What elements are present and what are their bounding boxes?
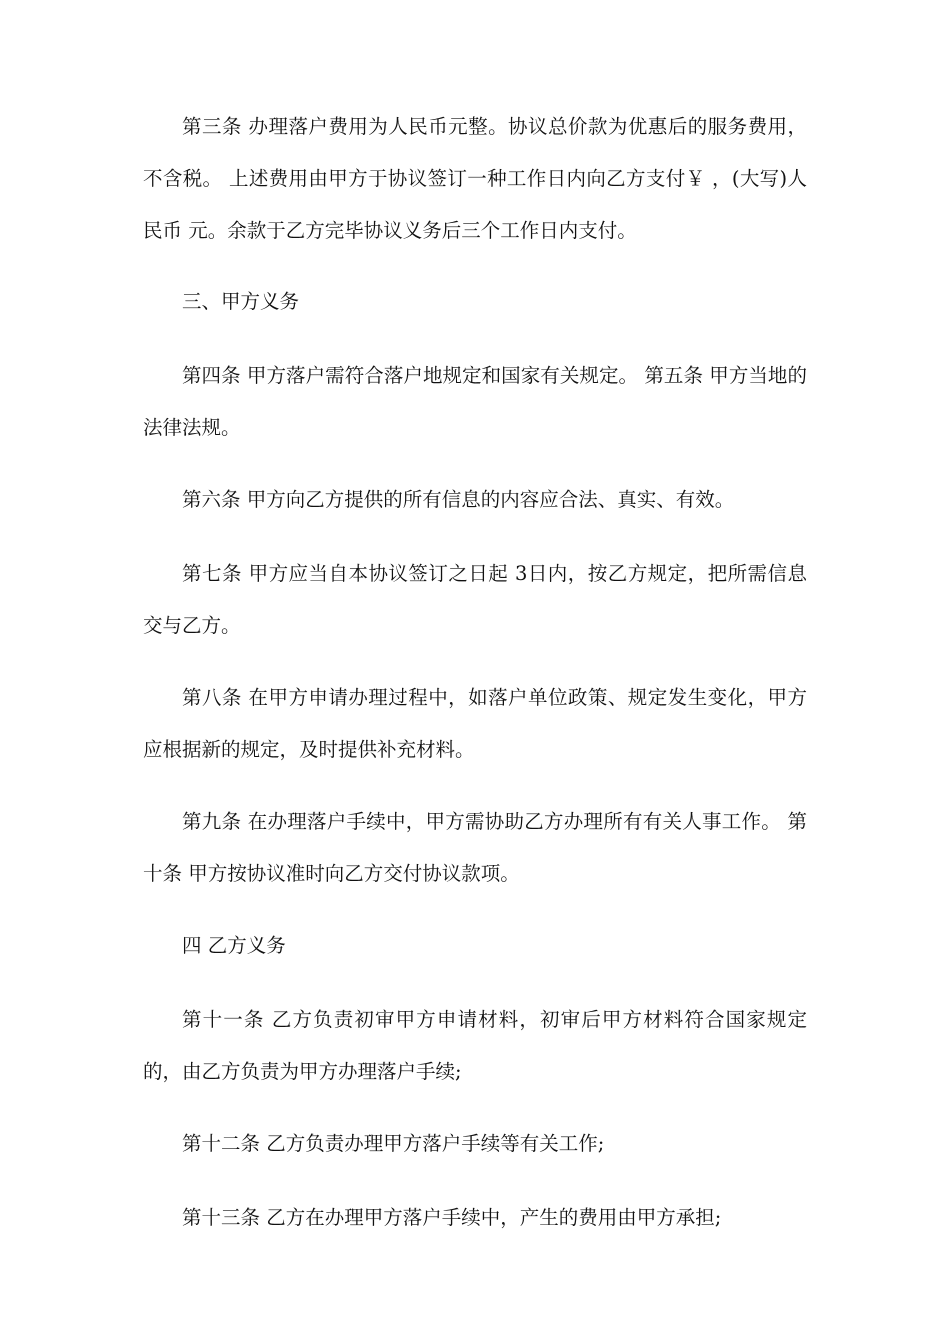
article-6-paragraph: 第六条 甲方向乙方提供的所有信息的内容应合法、真实、有效。 [182, 488, 735, 511]
article-7-paragraph: 第七条 甲方应当自本协议签订之日起 3日内，按乙方规定，把所需信息交与乙方。 [143, 562, 807, 637]
section-heading-party-a-obligations: 三、甲方义务 [182, 290, 300, 313]
article-9-10-paragraph: 第九条 在办理落户手续中，甲方需协助乙方办理所有有关人事工作。 第十条 甲方按协议准时向乙方交付协议款项。 [143, 810, 807, 885]
article-11-paragraph: 第十一条 乙方负责初审甲方申请材料，初审后甲方材料符合国家规定的，由乙方负责为甲方办理落户手续; [143, 1008, 807, 1083]
article-13-paragraph: 第十三条 乙方在办理甲方落户手续中，产生的费用由甲方承担; [182, 1206, 722, 1229]
article-8-paragraph: 第八条 在甲方申请办理过程中，如落户单位政策、规定发生变化，甲方应根据新的规定，及时提供补充材料。 [143, 686, 807, 761]
article-12-paragraph: 第十二条 乙方负责办理甲方落户手续等有关工作; [182, 1132, 605, 1155]
section-heading-party-b-obligations: 四 乙方义务 [182, 934, 286, 957]
article-3-paragraph: 第三条 办理落户费用为人民币元整。协议总价款为优惠后的服务费用，不含税。 上述费用由甲方于协议签订一种工作日内向乙方支付￥ ，(大写)人民币 元。余款于乙方完毕协议义务后三个工作日内支付。 [143, 115, 807, 242]
article-4-5-paragraph: 第四条 甲方落户需符合落户地规定和国家有关规定。 第五条 甲方当地的法律法规。 [143, 364, 807, 439]
